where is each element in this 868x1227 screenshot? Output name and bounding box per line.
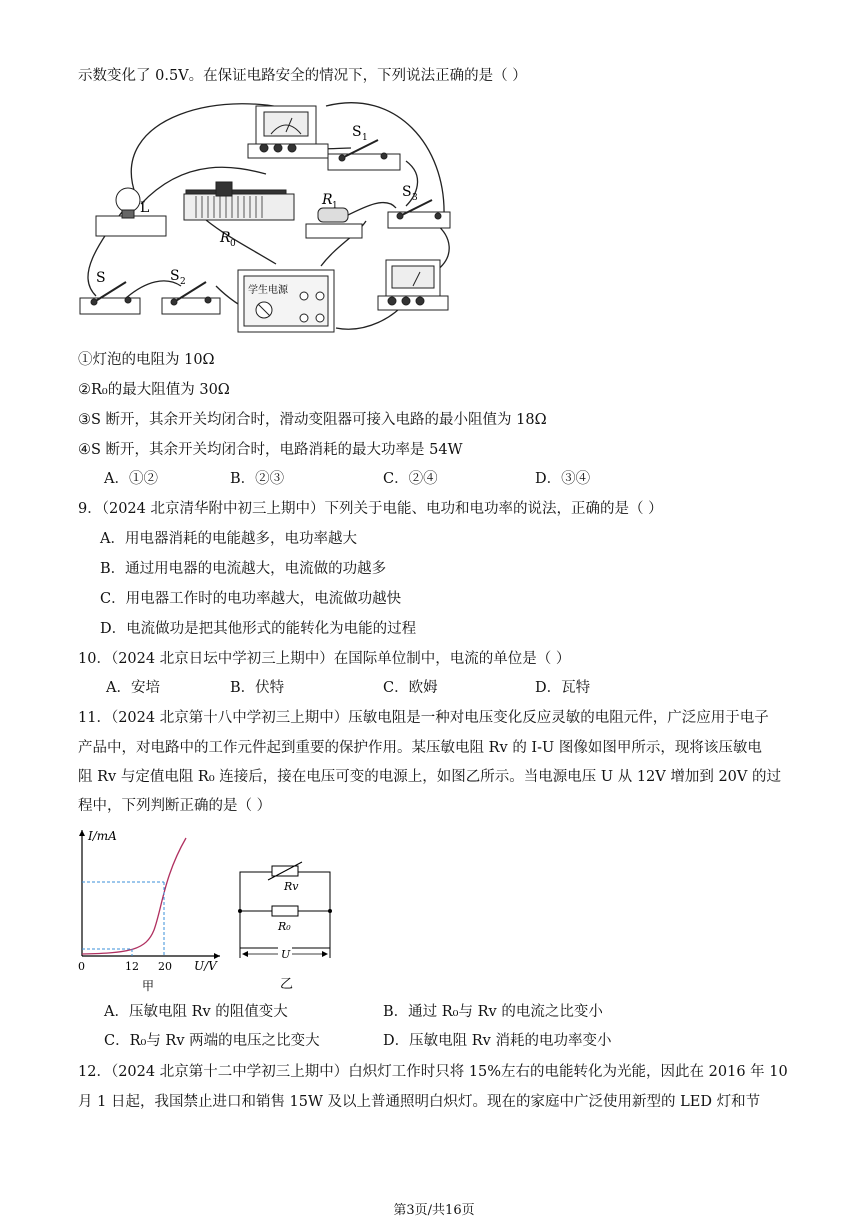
q8-option-c: C．②④ [383, 471, 438, 487]
label-s: S [96, 270, 106, 286]
voltmeter-top [248, 106, 328, 158]
svg-text:1: 1 [362, 133, 368, 143]
graph-ylabel: I/mA [88, 829, 117, 843]
lamp-l [96, 188, 166, 236]
q11-stem-line-3: 阻 Rv 与定值电阻 R₀ 连接后，接在电压可变的电源上，如图乙所示。当电源电压 U 从 12V 增加到 20V 的过 [78, 769, 781, 785]
svg-text:1: 1 [332, 201, 338, 211]
q10-option-c: C．欧姆 [383, 680, 438, 696]
iu-curve [82, 838, 186, 954]
label-r0: R [220, 230, 231, 246]
label-r0-small: R₀ [278, 920, 291, 933]
statement-3: ③S 断开，其余开关均闭合时，滑动变阻器可接入电路的最小阻值为 18Ω [78, 412, 547, 428]
q9-option-c: C．用电器工作时的电功率越大，电流做功越快 [100, 591, 402, 607]
statement-4: ④S 断开，其余开关均闭合时，电路消耗的最大功率是 54W [78, 442, 463, 458]
svg-text:3: 3 [412, 193, 418, 203]
q8-option-a: A．①② [104, 471, 158, 487]
label-u: U [281, 948, 291, 961]
q9-option-d: D．电流做功是把其他形式的能转化为电能的过程 [100, 621, 417, 637]
parallel-circuit [234, 860, 344, 1000]
intro-line: 示数变化了 0.5V。在保证电路安全的情况下，下列说法正确的是（ ） [78, 68, 527, 84]
switch-s3 [388, 200, 450, 228]
label-l: L [140, 200, 150, 216]
graph-tick-12: 12 [125, 960, 139, 973]
graph-tick-20: 20 [158, 960, 172, 973]
svg-text:0: 0 [230, 239, 236, 249]
q9-option-a: A．用电器消耗的电能越多，电功率越大 [100, 531, 357, 547]
q8-option-d: D．③④ [535, 471, 591, 487]
q11-stem-line-1: 11．（2024 北京第十八中学初三上期中）压敏电阻是一种对电压变化反应灵敏的电阻元件，广泛应用于电子 [78, 710, 769, 726]
power-supply-label: 学生电源 [248, 285, 288, 296]
q11-option-d: D．压敏电阻 Rv 消耗的电功率变小 [383, 1033, 612, 1049]
power-supply [238, 270, 334, 332]
statement-1: ①灯泡的电阻为 10Ω [78, 352, 215, 368]
label-s1: S [352, 124, 362, 140]
meter-bottom [378, 260, 448, 310]
label-rv: Rv [284, 880, 299, 893]
q10-option-a: A．安培 [106, 680, 160, 696]
switch-s1 [328, 140, 400, 170]
switch-s [80, 282, 140, 314]
circuit-diagram [66, 96, 466, 334]
q12-stem-line-1: 12．（2024 北京第十二中学初三上期中）白炽灯工作时只将 15%左右的电能转化为光能，因此在 2016 年 10 [78, 1064, 788, 1080]
label-r1: R [322, 192, 333, 208]
svg-text:2: 2 [180, 277, 186, 287]
q11-option-a: A．压敏电阻 Rv 的阻值变大 [104, 1004, 288, 1020]
graph-origin: 0 [78, 960, 85, 973]
page-footer: 第3页/共16页 [393, 1203, 475, 1218]
statement-2: ②R₀的最大阻值为 30Ω [78, 382, 230, 398]
label-s3: S [402, 184, 412, 200]
q11-stem-line-4: 程中，下列判断正确的是（ ） [78, 798, 272, 814]
circuit-caption: 乙 [280, 977, 294, 992]
rheostat-r0 [184, 182, 294, 220]
label-s2: S [170, 268, 180, 284]
switch-s2 [162, 282, 220, 314]
q9-stem: 9．（2024 北京清华附中初三上期中）下列关于电能、电功和电功率的说法，正确的是（ ） [78, 501, 663, 517]
iu-graph [70, 826, 230, 996]
q10-option-d: D．瓦特 [535, 680, 591, 696]
graph-caption: 甲 [142, 979, 155, 993]
q8-option-b: B．②③ [230, 471, 285, 487]
q10-option-b: B．伏特 [230, 680, 285, 696]
q12-stem-line-2: 月 1 日起，我国禁止进口和销售 15W 及以上普通照明白炽灯。现在的家庭中广泛使用新型的 LED 灯和节 [78, 1094, 761, 1110]
q11-stem-line-2: 产品中，对电路中的工作元件起到重要的保护作用。某压敏电阻 Rv 的 I-U 图像如图甲所示，现将该压敏电 [78, 740, 762, 756]
q9-option-b: B．通过用电器的电流越大，电流做的功越多 [100, 561, 387, 577]
q11-option-c: C．R₀与 Rv 两端的电压之比变大 [104, 1033, 320, 1049]
q11-option-b: B．通过 R₀与 Rv 的电流之比变小 [383, 1004, 603, 1020]
graph-xlabel: U/V [194, 959, 217, 973]
q10-stem: 10．（2024 北京日坛中学初三上期中）在国际单位制中，电流的单位是（ ） [78, 651, 571, 667]
